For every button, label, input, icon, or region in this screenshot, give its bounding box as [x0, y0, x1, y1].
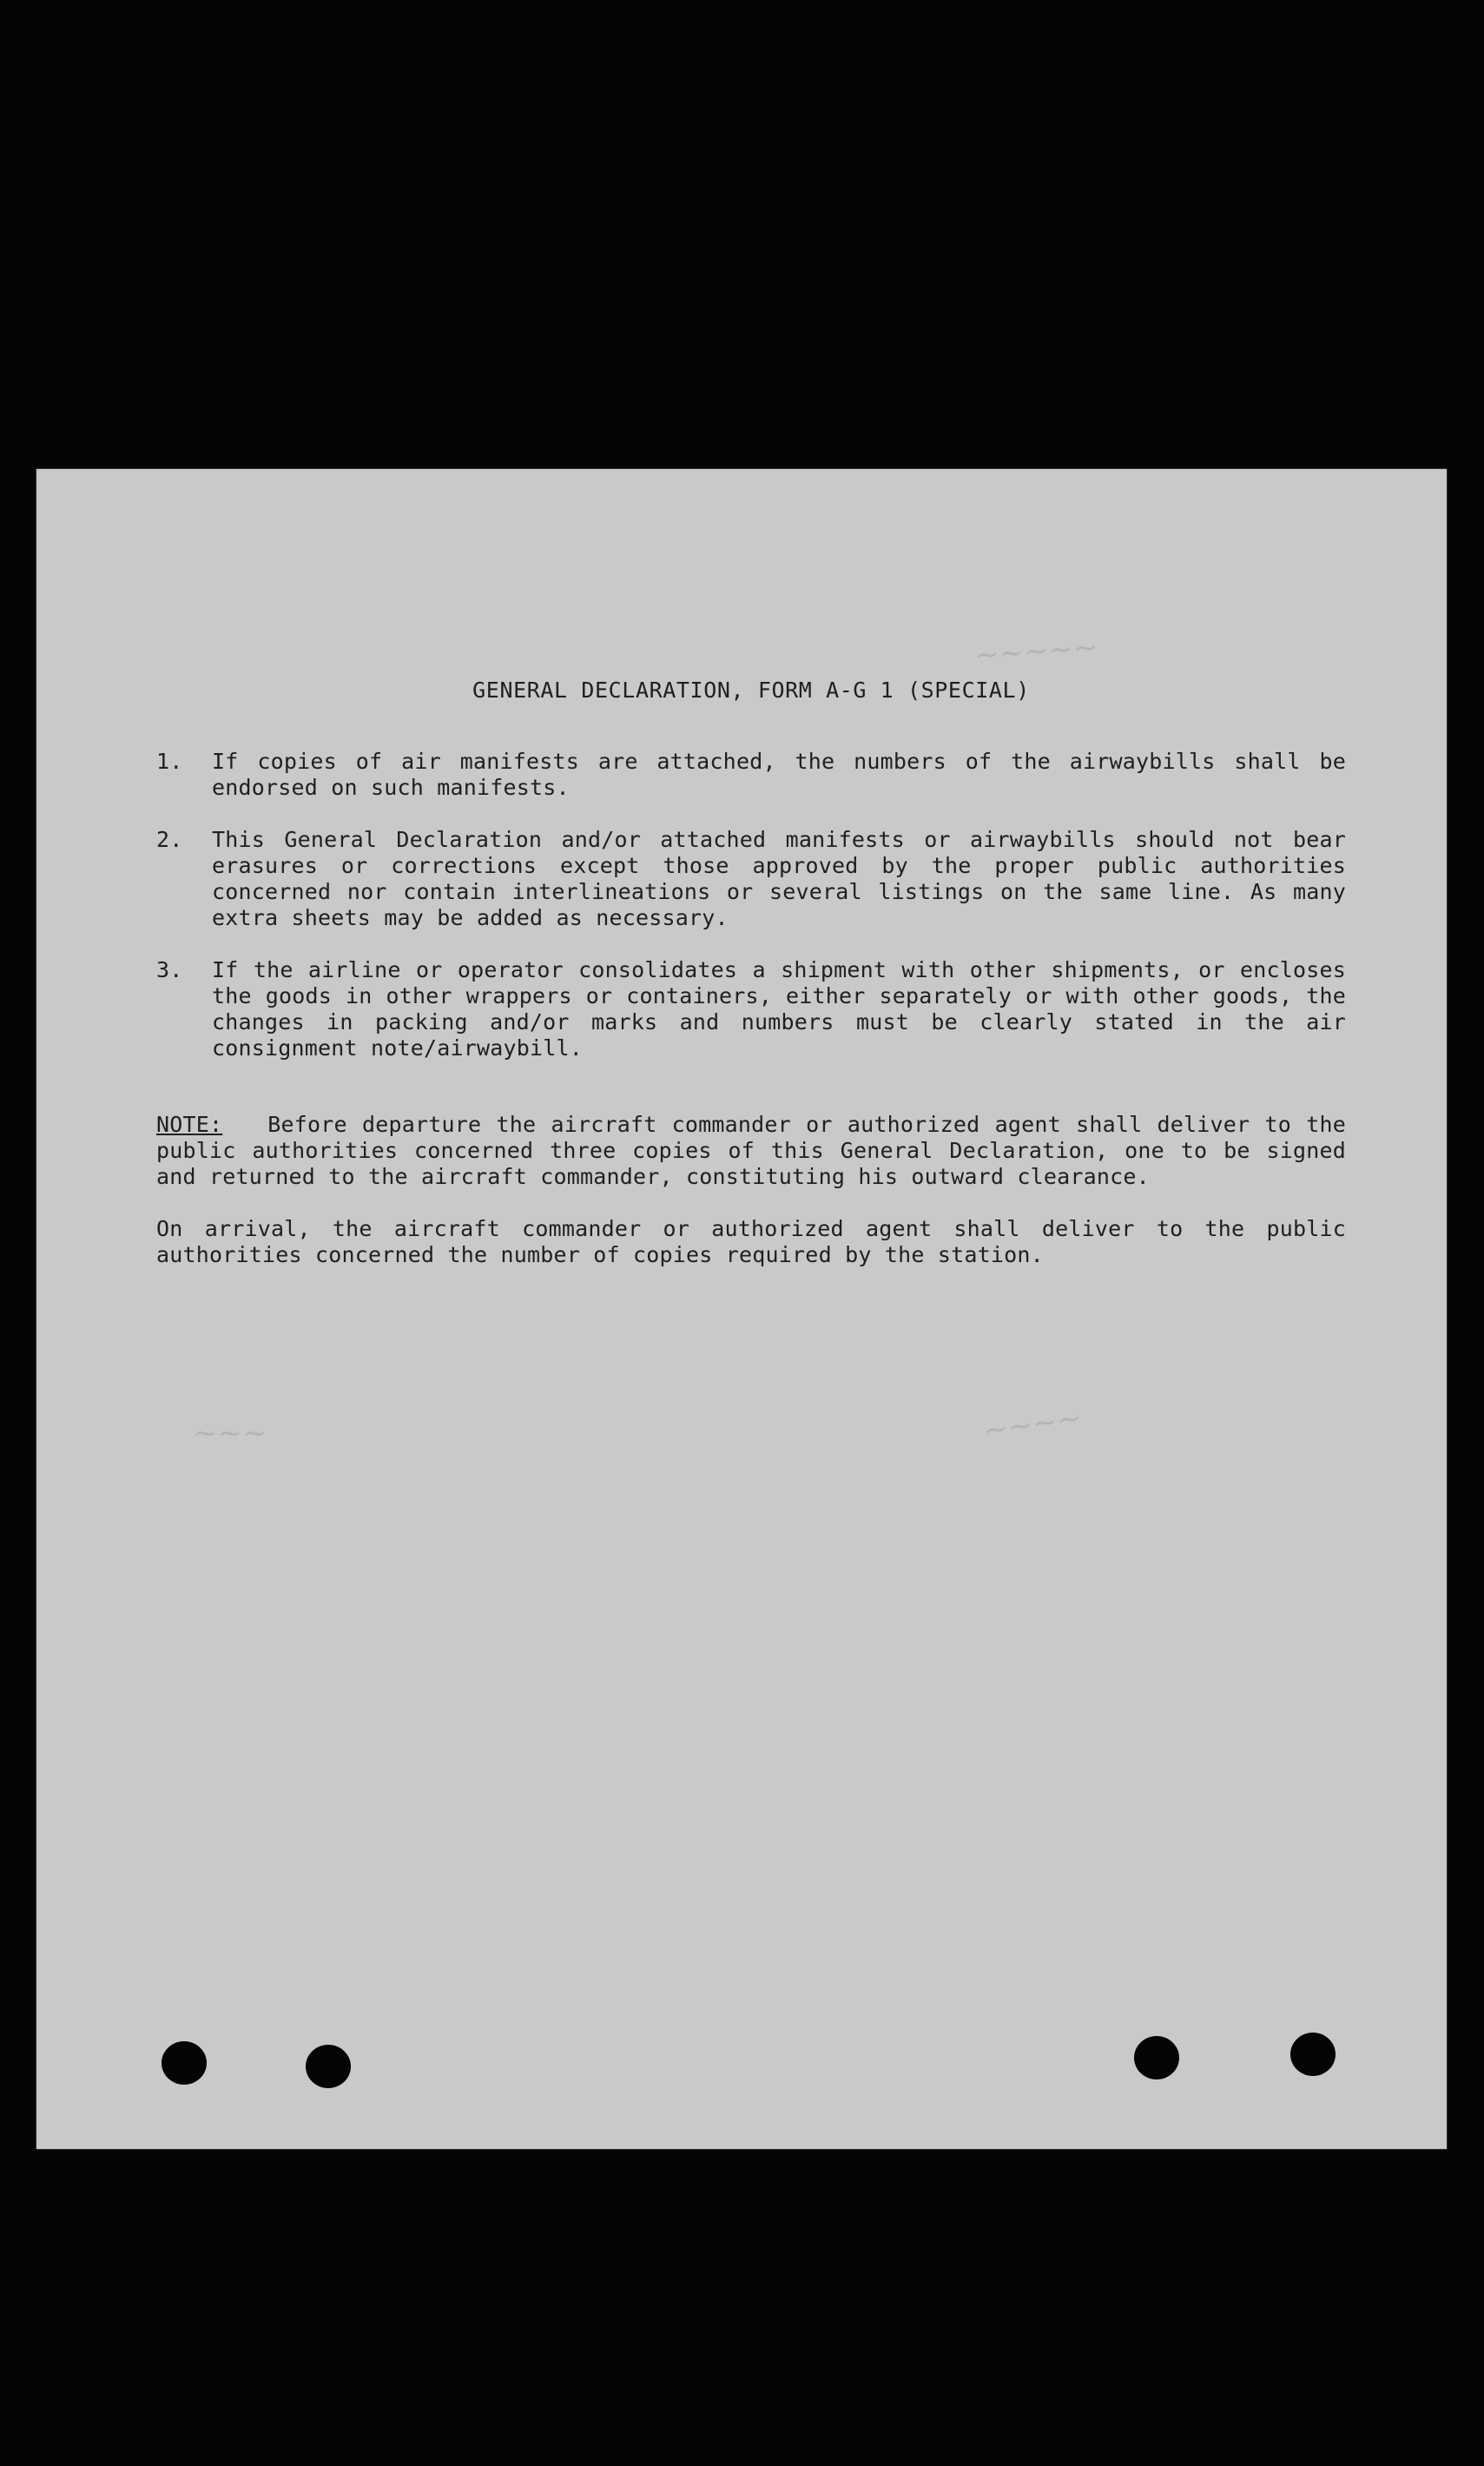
arrival-paragraph: On arrival, the aircraft commander or authorized agent shall deliver to the public authorities concerned the number of copies required by the station.	[156, 1216, 1346, 1267]
item-number: 2.	[156, 827, 183, 852]
item-number: 3.	[156, 957, 183, 982]
punch-hole	[1290, 2033, 1336, 2076]
item-text: If the airline or operator consolidates a shipment with other shipments, or encloses the goods in other wrappers or containers, either separately or with other goods, the changes in packing and/or marks and numbers must be clearly stated in the air consignment note/airwaybill.	[212, 957, 1346, 1061]
punch-hole	[306, 2045, 351, 2088]
list-item	[156, 749, 1346, 801]
document-page	[36, 469, 1447, 2149]
bleed-through-handwriting: ~~~	[193, 1416, 267, 1451]
declaration-text	[156, 678, 1346, 1268]
item-number: 1.	[156, 749, 183, 774]
bleed-through-handwriting: ~~~~~	[973, 630, 1099, 673]
note-text: Before departure the aircraft commander or authorized agent shall deliver to the public authorities concerned three copies of this General Declaration, one to be signed and returned to the aircraft commander, constituting his outward clearance.	[156, 1112, 1346, 1189]
bleed-through-handwriting: ~~~~	[980, 1400, 1085, 1449]
note-label: NOTE:	[156, 1112, 223, 1137]
list-item	[156, 957, 1346, 1061]
punch-hole	[1134, 2036, 1179, 2079]
punch-hole	[162, 2041, 207, 2085]
item-text: This General Declaration and/or attached manifests or airwaybills should not bear erasures or corrections except those approved by the proper public authorities concerned nor contain interlineations or several listings on the same line. As many extra sheets may be added as necessary.	[212, 827, 1346, 930]
list-item	[156, 827, 1346, 931]
page-title: GENERAL DECLARATION, FORM A-G 1 (SPECIAL)	[472, 678, 1030, 703]
note-paragraph	[156, 1112, 1346, 1190]
item-text: If copies of air manifests are attached, the numbers of the airwaybills shall be endorsed on such manifests.	[212, 749, 1346, 800]
